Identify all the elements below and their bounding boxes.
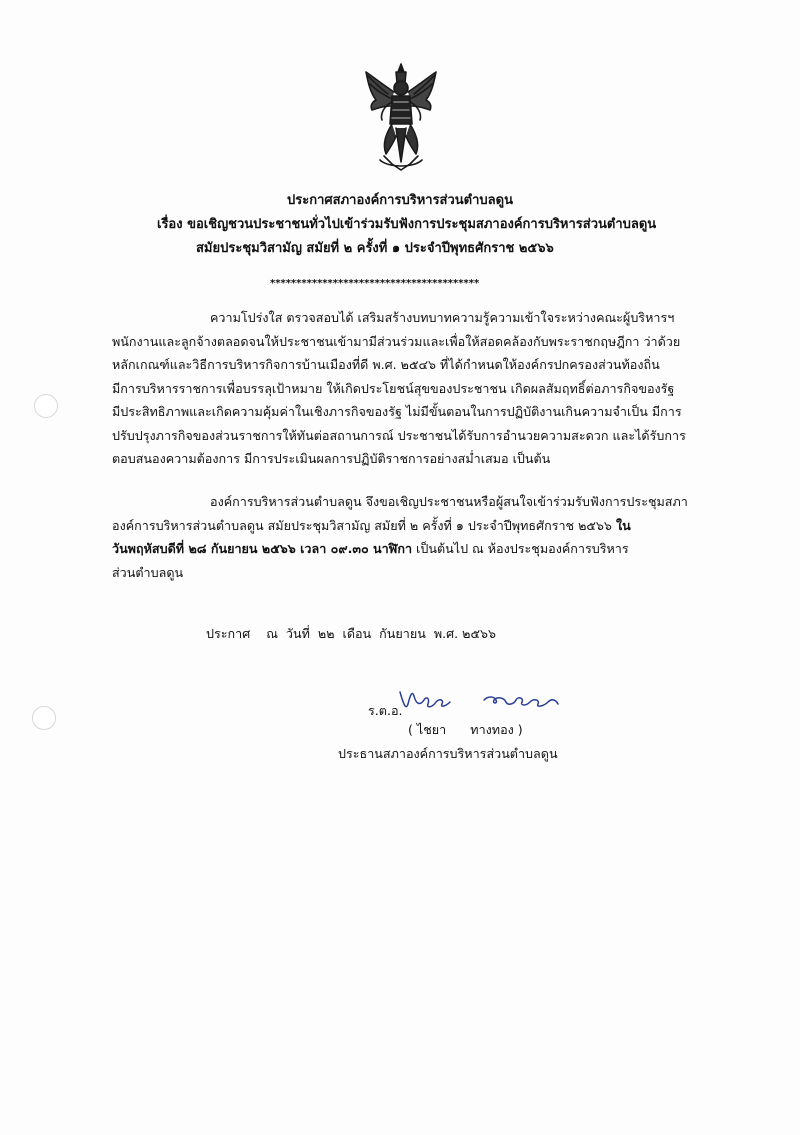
paragraph-2-line [112, 514, 684, 538]
paragraph-2-line [112, 537, 684, 561]
meeting-session: สมัยประชุมวิสามัญ สมัยที่ ๒ ครั้งที่ ๑ ประจำปีพุทธศักราช ๒๕๖๖ [196, 241, 554, 256]
paragraph-1-line: มีการบริหารราชการเพื่อบรรลุเป้าหมาย ให้เกิดประโยชน์สุขของประชาชน เกิดผลสัมฤทธิ์ต่อภารกิจของรัฐ [112, 380, 675, 396]
document-title: ประกาศสภาองค์การบริหารส่วนตำบลดูน [287, 193, 513, 208]
paragraph-1-line: ปรับปรุงภารกิจของส่วนราชการให้ทันต่อสถานการณ์ ประชาชนได้รับการอำนวยความสะดวก และได้รับการ [112, 427, 686, 443]
signer-rank: ร.ต.อ. [368, 703, 403, 718]
paragraph-2-text: เป็นต้นไป ณ ห้องประชุมองค์การบริหาร [412, 541, 629, 556]
paragraph-2 [112, 490, 688, 584]
punch-hole [32, 706, 56, 730]
meeting-date-time: วันพฤหัสบดีที่ ๒๘ กันยายน ๒๕๖๖ เวลา ๐๙.๓๐ นาฬิกา [112, 541, 413, 556]
paragraph-2-text: องค์การบริหารส่วนตำบลดูน สมัยประชุมวิสามัญ สมัยที่ ๒ ครั้งที่ ๑ ประจำปีพุทธศักราช ๒๕๖๖ [112, 517, 616, 533]
paragraph-1-line: ตอบสนองความต้องการ มีการประเมินผลการปฏิบัติราชการอย่างสม่ำเสมอ เป็นต้น [112, 451, 551, 466]
paragraph-1-line: ความโปร่งใส ตรวจสอบได้ เสริมสร้างบทบาทความรู้ความเข้าใจระหว่างคณะผู้บริหารฯ [210, 310, 675, 325]
document-subject: เรื่อง ขอเชิญชวนประชาชนทั่วไปเข้าร่วมรับฟังการประชุมสภาองค์การบริหารส่วนตำบลดูน [157, 217, 657, 232]
signer-name: ( ไชยา ทางทอง ) [408, 722, 523, 737]
separator-line: **************************************** [270, 278, 480, 289]
paragraph-1-line: หลักเกณฑ์และวิธีการบริหารกิจการบ้านเมืองที่ดี พ.ศ. ๒๕๔๖ ที่ได้กำหนดให้องค์กรปกครองส่วนท้องถิ่น [112, 357, 660, 372]
paragraph-2-line: ส่วนตำบลดูน [112, 564, 184, 580]
handwritten-signature-icon [396, 686, 566, 716]
garuda-emblem-icon [362, 62, 440, 174]
paragraph-2-bold-text: ใน [615, 517, 631, 533]
paragraph-1-line: มีประสิทธิภาพและเกิดความคุ้มค่าในเชิงภารกิจของรัฐ ไม่มีขั้นตอนในการปฏิบัติงานเกินความจำเป็น มีการ [112, 404, 682, 419]
paragraph-1-line: พนักงานและลูกจ้างตลอดจนให้ประชาชนเข้ามามีส่วนร่วมและเพื่อให้สอดคล้องกับพระราชกฤษฎีกา ว่าด้วย [112, 333, 681, 349]
paragraph-2-line: องค์การบริหารส่วนตำบลดูน จึงขอเชิญประชาชนหรือผู้สนใจเข้าร่วมรับฟังการประชุมสภา [210, 494, 688, 509]
punch-hole [34, 394, 58, 418]
signer-position: ประธานสภาองค์การบริหารส่วนตำบลดูน [338, 746, 558, 761]
announcement-date: ประกาศ ณ วันที่ ๒๒ เดือน กันยายน พ.ศ. ๒๕๖๖ [206, 626, 496, 641]
paragraph-1 [112, 306, 684, 471]
